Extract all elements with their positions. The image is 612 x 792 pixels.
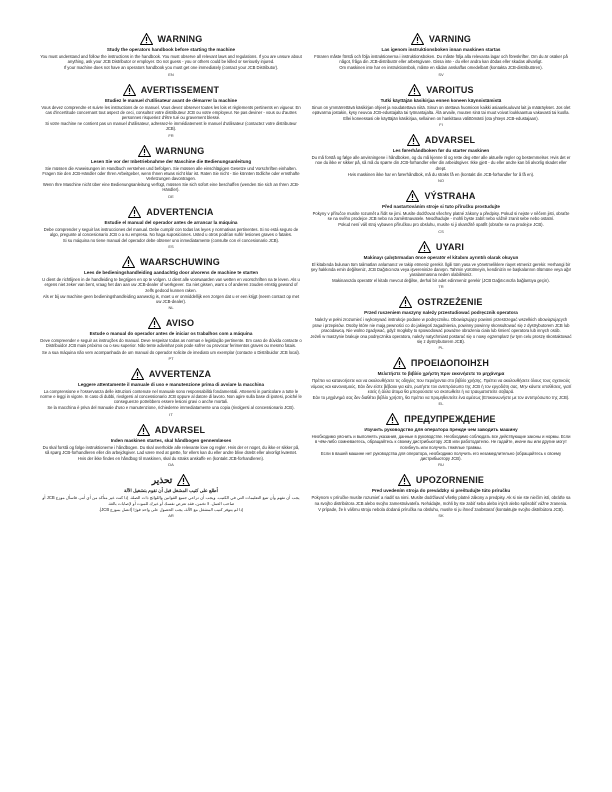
warning-title: OSTRZEŻENIE (417, 297, 483, 308)
warning-subtitle: Pred uvedením stroja do prevádzky si preštudujte túto príručku (371, 488, 511, 494)
warning-subtitle: Μελετήστε το βιβλίο χρήστη πριν εκκινήσετε το μηχάνημα (377, 371, 505, 377)
warning-subtitle: Les førerhåndboken før du starter maskinen (392, 148, 490, 154)
warning-triangle-icon (408, 84, 421, 96)
warning-heading (40, 367, 302, 381)
language-code: NL (168, 305, 174, 311)
warning-block-ru (310, 412, 572, 467)
warning-subtitle: Tutki käyttäjän käsikirjaa ennen koneen käynnistämistä (380, 97, 502, 103)
warning-heading (40, 255, 302, 269)
warning-body-note: Se a sua máquina não vem acompanhada de um manual do operador solicite de imediato um exemplar (contacte o Distribuidor JCB local). (42, 349, 300, 355)
warning-block-es (40, 205, 302, 250)
warning-block-da (40, 423, 302, 468)
warning-title: WAARSCHUWING (140, 257, 220, 268)
warning-subtitle: أطلع على كتيب المشغل قبل أن تقوم بتشغيل الآلة (124, 488, 218, 494)
warning-block-pl (310, 295, 572, 350)
warning-triangle-icon (137, 424, 150, 436)
warning-heading (310, 412, 572, 426)
warning-triangle-icon (393, 357, 406, 369)
language-code: SV (438, 71, 444, 77)
warning-body-note: Если в вашей машине нет руководства для оператора, необходимо получить его незамедлительно (обращайтесь к своему дистрибьютору JCB). (320, 450, 562, 462)
warning-block-ar (40, 473, 302, 518)
warning-block-nl (40, 255, 302, 310)
warning-triangle-icon (122, 256, 135, 268)
warning-subtitle: Las igenom instruktionsboken innan maskinen startas (381, 47, 501, 52)
warning-triangle-icon (128, 206, 141, 218)
warning-block-fi (310, 83, 572, 128)
warning-title: ADVARSEL (424, 135, 476, 146)
warning-body-text: Du skal forstå og følge instruktionerne i håndbogen. Du skal overholde alle relevante love og regler. Hvis der er noget, du ikke er sikker på, så spørg JCB-forhandleren eller din arbejdsgiver. Lad være med at gætte, for ellers kan du eller andre blive dræbt eller alvorligt kvæstet. (42, 444, 300, 455)
warning-body-text: Sinun on ymmärrettävä käsikirjan ohjeet ja noudatettava niitä. Sinun on otettava huomioon kaikki asiaankuuluvat lait ja määräykset. Jos olet epävarma jostakin, kysy neuvoa JCB-edustajalta tai työnantajalta. Älä arvaile, muuten sinä tai muut voivat loukkaantua vakavasti tai kuolla. (311, 104, 571, 115)
warning-heading (40, 32, 302, 46)
warning-triangle-icon (123, 84, 136, 96)
warning-title: AVVERTENZA (148, 368, 212, 379)
warning-body-text: يجب أن تفهم وأن تتبع التعليمات التي في الكتيب. ويجب أن تراعي جميع القوانين واللوائح ذات الصلة. إذا كنت غير متأكد من أي أمر، فاسأل موزع JCB أو صاحب العمل. لا تخمن، فقد تعرض نفسك أو غيرك للموت أو لإصابات بالغة. (42, 495, 300, 506)
warning-body-note: Hvis der ikke findes en håndbog til maskinen, skal du straks anskaffe en (kontakt JCB-forhandleren). (77, 456, 265, 462)
language-code: NO (438, 178, 444, 184)
warning-triangle-icon (131, 368, 144, 380)
warning-body-text: Du må forstå og følge alle anvisningene i håndboken, og du må kjenne til og rette deg etter alle aktuelle regler og bestemmelser. Hvis det er noe du ikke er sikker på, så må du spørre din JCB-forhandler eller din arbeidsgiver. Ikke gjett - du eller andre kan bli alvorlig skadet eller drept. (311, 155, 571, 171)
warning-body-note: Si su máquina no tiene manual del operador debe obtener uno inmediatamente (consulte con el concesionario JCB). (62, 238, 280, 244)
warning-triangle-icon (138, 145, 151, 157)
warning-heading (40, 316, 302, 330)
warning-body-note: Makinanızda operatör el kitabı mevcut değilse, derhal bir adet edinmeniz gerekir (JCB Dağıtıcınızla bağlantıya geçin). (332, 278, 550, 284)
warning-triangle-icon (177, 474, 190, 486)
warning-triangle-icon (406, 190, 419, 202)
warning-heading (40, 144, 302, 158)
warning-title: VÝSTRAHA (424, 191, 476, 202)
warning-subtitle: Lees de bedieningshandleiding aandachtig door alvorens de machine te starten (83, 270, 259, 276)
warning-heading (310, 83, 572, 97)
warning-block-cs (310, 189, 572, 234)
warning-body-text: Πρέπει να κατανοήσετε και να ακολουθήσετε τις οδηγίες που περιέχονται στο βιβλίο χρήσης. Πρέπει να ακολουθήσετε όλους τους σχετικούς νόμους και κανονισμούς. Εάν δεν είστε βέβαιοι για κάτι, ρωτήστε τον αντιπρόσωπο της JCB ή τον εργοδότη σας. Μην κάνετε υποθέσεις, γιατί εσείς ή άλλα άτομα θα μπορούσατε να σκοτωθείτε ή να τραυματιστείτε σοβαρά. (310, 378, 572, 394)
left-column (40, 32, 302, 524)
warning-body-text: Należy w pełni zrozumieć i wykonywać instrukcje podane w podręczniku. Obowiązujący powinni przestrzegać wszelkich obowiązujących praw i przepisów. Osoby które nie mają pewności co do jakiegoś zagadnienia, powinny powinny skonsultować się z dystrybutorem JCB lub pracodawcą. Nie wolno zgadywać, gdyż mogłoby to spowodować poważne obrażenia ciała lub śmierć operatora lub innych osób. (312, 317, 570, 333)
warning-title: ADVERTENCIA (146, 206, 214, 217)
warning-title: VARNING (428, 34, 472, 44)
warning-title: تحذير (151, 474, 173, 485)
warning-triangle-icon (386, 413, 399, 425)
warning-subtitle: Estudie el manual del operador antes de arrancar la máquina (104, 219, 238, 225)
warning-subtitle: Inden maskinen startes, skal håndbogen gennemlæses (110, 437, 232, 443)
warning-heading (40, 423, 302, 437)
warning-triangle-icon (418, 241, 431, 253)
language-code: EN (168, 71, 174, 77)
warning-body-text: Sie müssen die Anweisungen im Handbuch verstehen und befolgen. Sie müssen alle einschlägigen Gesetze und Vorschriften einhalten. Fragen Sie den JCB-Händler oder Ihren Arbeitgeber, wenn Ihnen etwas nicht klar ist. Raten Sie nicht - Sie könnten tödliche oder ernsthafte Verletzungen davontragen. (42, 165, 300, 182)
warning-heading (40, 83, 302, 97)
warning-body-note: إذا لم يتوفر كتيب المشغل مع الآلة، يجب الحصول على واحد فورًا (اتصل بموزع JCB). (98, 506, 244, 512)
warning-subtitle: Před nastartováním stroje si tuto příručku prostudujte (382, 204, 500, 210)
language-code: RU (438, 462, 444, 468)
warning-body-note: Wenn Ihre Maschine nicht über eine Bedienungsanleitung verfügt, müssen Sie sich sofort eine beschaffen (wenden Sie sich an Ihren JCB-Händler). (42, 182, 300, 193)
warning-body-note: Se la macchina è priva del manuale d'uso e manutenzione, richiederne immediatamente una copia (rivolgersi al concessionario JCB). (47, 405, 295, 411)
warning-subtitle: Makinayı çalıştırmadan önce operatör el kitabını ayrıntılı olarak okuyun (363, 254, 519, 260)
warning-heading (310, 189, 572, 203)
warning-body-note: V prípade, že k vášmu stroju nebola dodaná príručka na obsluhu, musíte si ju ihneď zaobstarať (kontaktujte svojho distribútora JCB). (318, 506, 564, 512)
warning-body-note: Hvis maskinen ikke har en førerhåndbok, må du straks få en (kontakt din JCB-forhandler for å få en). (347, 171, 535, 177)
warning-block-it (40, 367, 302, 417)
warning-body-text: Vous devez comprendre et suivre les instructions de ce manuel. Vous devez observer toutes les lois et règlements pertinents en vigueur. En cas d'incertitude concernant tout aspect de ceci, consultez votre distributeur JCB ou votre employeur. Ne pas deviner - vous ou d'autres personnes risqueriez d'être tué ou gravement blessé. (41, 104, 301, 121)
warning-body-text: U dient de richtlijnen in de handleiding te begrijpen en op te volgen. U dient alle voorwaarden van wetten en voorschriften na te leven. Als u ergens niet zeker van bent, vraag het dan aan uw JCB-dealer of werkgever. Ga niet gissen, want u of anderen zouden ernstig gewond of zelfs gedood kunnen raken. (42, 277, 300, 293)
language-code: EL (438, 401, 444, 407)
warning-subtitle: Estude o manual do operador antes de iniciar os trabalhos com a máquina (89, 331, 253, 337)
warning-subtitle: Leggere attentamente il manuale di uso e manutenzione prima di avviare la macchina (77, 381, 265, 387)
warning-body-text: Pokynom v príručke musíte rozumieť a riadiť sa nimi. Musíte dodržiavať všetky platné zákony a predpisy. Ak si nie ste niečím istí, obráťte sa na svojho distribútora JCB alebo svojho zamestnávateľa. Nehádajte, mohli by ste zabiť seba alebo iných alebo spôsobiť vážne zranenia. (311, 495, 571, 506)
warning-title: VAROITUS (426, 84, 474, 95)
warning-title: ПРЕДУПРЕЖДЕНИЕ (404, 414, 496, 425)
warning-body-note: Si votre machine ne contient pas un manuel d'utilisateur, adressez-le immédiatement le manuel d'utilisateur (contactez votre distributeur JCB). (45, 121, 297, 132)
warning-heading (310, 295, 572, 309)
warning-triangle-icon (140, 33, 153, 45)
language-code: CS (438, 228, 444, 234)
warning-block-tr (310, 240, 572, 290)
warning-subtitle: Etudiez le manuel d'utilisateur avant de démarrer la machine (104, 97, 238, 103)
warning-body-note: If your machine does not have an operators handbook you must get one immediately (contact your JCB Distributor). (63, 65, 279, 71)
language-code: DA (168, 462, 174, 468)
warning-block-sk (310, 473, 572, 518)
warning-block-pt (40, 316, 302, 361)
warning-title: AVERTISSEMENT (140, 84, 220, 95)
warning-body-text: Необходимо уяснить и выполнять указания, данные в руководстве. Необходимо соблюдать все действующие законы и нормы. Если в чём-либо сомневаетесь, обращайтесь к своему дистрибьютору JCB или работодателю. Не гадайте, иначе вы или другие могут погибнуть или получить тяжёлые травмы. (311, 434, 571, 450)
warning-heading (310, 240, 572, 254)
right-column (310, 32, 572, 524)
warning-body-note: Ellei koneessasi ole käyttäjän käsikirjaa, sellainen on hankittava välittömästi (ota yhteys JCB-edustajaan). (343, 116, 539, 122)
warning-title: UYARI (435, 241, 465, 252)
warning-title: WARNUNG (155, 145, 205, 156)
warning-body-text: Deve compreender e seguir as instruções do manual. Deve respeitar todas as normas e legislação pertinente. Em caso de dúvida contacte o Distribuidor JCB mais próximo ou o seu superior. Não tente adivinhar pois pode sofrer ou provocar ferimentos graves ou mesmo fatais. (40, 338, 302, 349)
warning-heading (310, 133, 572, 147)
language-code: SK (438, 512, 444, 518)
warning-heading (310, 473, 572, 487)
language-code: AR (168, 512, 174, 518)
warning-title: ΠΡΟΕΙΔΟΠΟΙΗΣΗ (410, 358, 490, 369)
warning-subtitle: Study the operators handbook before starting the machine (106, 47, 236, 52)
language-code: FI (439, 122, 443, 128)
warning-triangle-icon (407, 134, 420, 146)
warning-body-text: El kitabında bulunan tüm talimatları anlamanız ve takip etmeniz gerekir. İlgili tüm yasa ve yönetmeliklere riayet etmeniz gerekir. Herhangi bir şey hakkında emin değilseniz, JCB Dağıtıcınıza veya işvereninize danışın. Tahmin yürütmeyin, kendinizin ve başkalarının ölümüne veya ağır yaralanmasına neden olabilirsiniz. (310, 261, 572, 278)
warning-body-text: Föraren måste förstå och följa instruktionerna i instruktionsboken. Du måste följa alla relevanta lagar och föreskrifter. Om du är osäker på något, fråga din JCB-distributör eller arbetsgivare. Gissa inte - du eller andra kan dödas eller skadas allvarligt. (314, 54, 568, 65)
warning-heading (310, 32, 572, 46)
warning-title: WARNING (157, 34, 203, 44)
warning-title: ADVARSEL (154, 424, 206, 435)
warning-heading (40, 205, 302, 219)
warning-triangle-icon (148, 317, 161, 329)
language-code: FR (168, 132, 174, 138)
warning-title: AVISO (165, 318, 195, 329)
warning-subtitle: Lesen Sie vor der Inbetriebnahme der Maschine die Bedienungsanleitung (90, 158, 252, 164)
warning-body-text: La comprensione e l'osservanza delle istruzioni contenute nel manuale sono responsabilità fondamentali. Attenersi in particolare a tutte le norme e leggi in vigore. In caso di dubbi, rivolgersi al concessionario JCB oppure al datore di lavoro. Non agire sulla base di ipotesi, poiché le conseguenze potrebbero essere lesioni gravi o anche mortali. (40, 388, 302, 405)
warning-triangle-icon (399, 296, 412, 308)
warning-triangle-icon (411, 33, 424, 45)
warning-body-note: Jeżeli w maszynie brakuje ona podręcznika operatora, należy natychmiast postarać się o nowy egzemplarz (w tym celu proszę skontaktować się z dystrybutorem JCB). (310, 334, 572, 345)
language-code: DE (168, 193, 174, 199)
warning-body-text: Debe comprender y seguir las instrucciones del manual. Debe cumplir con todas las leyes y normativas pertinentes. Si no está seguro de algo, pregunte al concesionario JCB o a su empresa. No haga suposiciones. Usted u otros podrían sufrir lesiones graves o fatales. (43, 226, 299, 237)
warning-block-fr (40, 83, 302, 138)
language-code: TR (438, 284, 444, 290)
warning-body-note: Als er bij uw machine geen bedieningshandleiding aanwezig is, moet u er onmiddellijk een zorgen dat u er een krijgt (neem contact op met uw JCB-dealer). (42, 293, 300, 305)
warning-block-de (40, 144, 302, 199)
warning-subtitle: Przed ruszeniem maszyny należy przestudiować podręcznik operatora (364, 310, 518, 316)
warning-block-en (40, 32, 302, 77)
warning-body-text: Pokyny v příručce musíte rozumět a řídit se jimi. Musíte dodržovat všechny platné zákony a předpisy. Pokud si nejste v něčem jisti, obraťte se na svého prodejce JCB nebo na zaměstnavatele. Neodhadujte - mohli byste zabít nebo vážně zranit sebe nebo ostatní. (312, 211, 570, 222)
language-code: IT (169, 411, 173, 417)
language-code: ES (168, 244, 174, 250)
warning-body-note: Εάν το μηχάνημά σας δεν διαθέτει βιβλίο χρήστη, θα πρέπει να προμηθευτείτε ένα αμέσως (Επικοινωνήστε με τον αντιπρόσωπο της JCB). (312, 395, 570, 401)
warning-body-text: You must understand and follow the instructions in the handbook. You must observe all relevant laws and regulations. If you are unsure about anything, ask your JCB Distributor or employer. Do not guess - you or others could be killed or seriously injured. (40, 54, 302, 65)
warning-heading (40, 473, 302, 487)
warning-block-no (310, 133, 572, 183)
warning-title: UPOZORNENIE (415, 475, 485, 486)
language-code: PT (168, 355, 174, 361)
warning-triangle-icon (398, 474, 411, 486)
warning-block-el (310, 356, 572, 406)
warning-block-sv (310, 32, 572, 77)
warning-subtitle: Изучить руководство для оператора прежде чем заводить машину (364, 427, 518, 433)
warning-body-note: Pokud není váš stroj vybaven příručkou pro obsluhu, musíte si ji okamžitě opatřit (obraťte se na prodejce JCB). (338, 222, 544, 228)
language-code: PL (438, 345, 444, 351)
warning-heading (310, 356, 572, 370)
warning-body-note: Om maskinen inte har en instruktionsbok, måste en sådan anskaffas omedelbart (kontakta JCB-distributören). (339, 65, 543, 71)
